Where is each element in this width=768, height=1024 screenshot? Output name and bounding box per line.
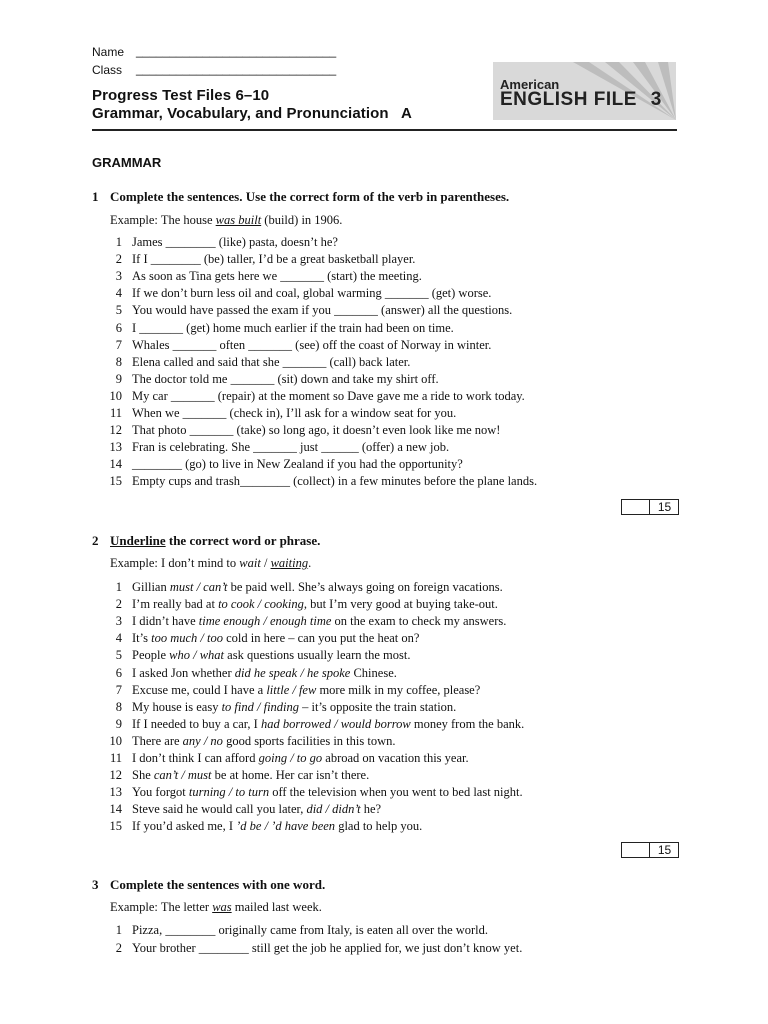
list-item [98, 614, 506, 629]
version-letter: A [400, 105, 412, 122]
item-number: 2 [115, 252, 122, 267]
item-text: off the television when you went to bed last night. [269, 785, 523, 800]
item-text: Your brother ________ still get the job he applied for, we just don’t know yet. [132, 940, 523, 955]
list-item [98, 700, 456, 715]
item-text: be paid well. She’s always going on foreign vacations. [227, 580, 503, 594]
item-text: It’s [132, 631, 152, 646]
item-text: She [132, 768, 154, 783]
list-item [98, 785, 523, 800]
item-text: James ________ (like) pasta, doesn’t he? [132, 235, 338, 249]
list-item [98, 457, 463, 472]
item-options[interactable]: to cook / cooking [218, 597, 304, 612]
item-text: My house is easy [132, 699, 222, 714]
list-item [98, 338, 491, 353]
section-heading: GRAMMAR [92, 155, 162, 170]
item-number: 14 [109, 802, 122, 817]
example-label: Example: [110, 213, 158, 227]
list-item [98, 768, 369, 783]
item-text: I’m really bad at [132, 597, 219, 612]
list-item [98, 648, 410, 663]
list-item [98, 666, 397, 681]
item-text: I asked Jon whether [132, 665, 235, 680]
q1-number: 1 [92, 189, 99, 204]
list-item [98, 474, 537, 489]
list-item [98, 819, 422, 834]
item-options[interactable]: going / to go [258, 751, 323, 765]
item-number: 2 [115, 597, 122, 612]
item-text: Gillian [132, 580, 170, 594]
item-number: 13 [109, 440, 122, 455]
name-label: Name [92, 45, 125, 59]
item-options[interactable]: had borrowed / would borrow [260, 716, 411, 731]
item-number: 5 [115, 648, 122, 663]
list-item [98, 252, 415, 267]
item-number: 1 [115, 923, 122, 937]
list-item [98, 372, 439, 387]
list-item [98, 406, 456, 421]
item-text: As soon as Tina gets here we _______ (start) the meeting. [132, 269, 422, 284]
item-number: 15 [109, 474, 122, 489]
q1-instruction: Complete the sentences. Use the correct form of the verb in parentheses. [110, 189, 510, 204]
item-number: 6 [115, 320, 122, 335]
example-separator: / [263, 556, 268, 570]
item-text: Chinese. [350, 665, 397, 680]
item-number: 9 [115, 371, 122, 386]
example-text: The letter [160, 900, 210, 914]
list-item [98, 751, 469, 766]
item-text: Pizza, ________ originally came from Italy, is eaten all over the world. [132, 923, 489, 937]
item-text: be at home. Her car isn’t there. [211, 768, 370, 783]
list-item [98, 355, 410, 370]
item-options[interactable]: little / few [266, 682, 317, 697]
item-options[interactable]: did he speak / he spoke [234, 665, 351, 680]
class-field[interactable]: ______________________________ [136, 62, 337, 76]
example-label: Example: [110, 556, 158, 570]
item-text: That photo _______ (take) so long ago, it doesn’t even look like me now! [132, 423, 501, 438]
item-number: 6 [115, 665, 122, 680]
item-options[interactable]: who / what [169, 648, 225, 663]
subtitle-text: Grammar, Vocabulary, and Pronunciation [92, 105, 389, 122]
q3-instruction: Complete the sentences with one word. [110, 877, 326, 892]
item-text: Elena called and said that she _______ (call) back later. [132, 354, 411, 369]
item-text: You forgot [132, 785, 189, 800]
item-text: My car _______ (repair) at the moment so Dave gave me a ride to work today. [132, 388, 525, 403]
item-number: 7 [115, 337, 122, 352]
item-text: Empty cups and trash________ (collect) in a few minutes before the plane lands. [132, 474, 538, 489]
item-number: 8 [115, 354, 122, 369]
list-item [98, 734, 396, 749]
q2-score-total: 15 [649, 843, 679, 857]
logo-level: 3 [650, 89, 662, 110]
example-answer: was built [215, 213, 262, 227]
item-text: cold in here – can you put the heat on? [222, 631, 420, 646]
item-text: more milk in my coffee, please? [316, 682, 481, 697]
item-text: Fran is celebrating. She _______ just ______ (offer) a new job. [132, 440, 450, 455]
item-options[interactable]: ’d be / ’d have been [236, 819, 336, 834]
list-item [98, 286, 491, 301]
item-text: on the exam to check my answers. [331, 614, 507, 629]
item-number: 10 [109, 388, 122, 403]
item-options[interactable]: must / can’t [169, 580, 228, 594]
item-options[interactable]: any / no [182, 733, 223, 748]
q3-example [110, 900, 322, 915]
list-item [98, 269, 422, 284]
q1-heading [92, 189, 509, 205]
item-number: 15 [109, 819, 122, 834]
item-options[interactable]: did / didn’t [306, 802, 361, 817]
header-rule [92, 129, 677, 131]
item-number: 8 [115, 699, 122, 714]
example-text: (build) in 1906. [264, 213, 343, 227]
item-text: ________ (go) to live in New Zealand if you had the opportunity? [132, 457, 463, 472]
q2-heading [92, 533, 320, 549]
item-text: money from the bank. [410, 716, 525, 731]
item-number: 2 [115, 940, 122, 955]
example-text: . [308, 556, 312, 570]
item-text: If I ________ (be) taller, I’d be a great basketball player. [132, 252, 416, 267]
class-label: Class [92, 63, 123, 77]
list-item [98, 389, 525, 404]
item-text: You would have passed the exam if you _______ (answer) all the questions. [132, 303, 513, 318]
item-text: People [132, 648, 170, 663]
item-text: – it’s opposite the train station. [299, 699, 457, 714]
item-text: When we _______ (check in), I’ll ask for a window seat for you. [132, 406, 457, 420]
q3-number: 3 [92, 877, 99, 892]
list-item [98, 941, 522, 956]
example-answer: was [212, 900, 232, 914]
example-label: Example: [110, 900, 158, 914]
item-number: 12 [109, 423, 122, 438]
q2-score-box[interactable] [621, 842, 679, 858]
list-item [98, 303, 512, 318]
item-text: I _______ (get) home much earlier if the train had been on time. [132, 320, 454, 335]
item-options[interactable]: can’t / must [153, 768, 212, 783]
item-number: 3 [115, 269, 122, 284]
item-number: 1 [115, 235, 122, 249]
q1-score-box[interactable] [621, 499, 679, 515]
item-text: Steve said he would call you later, [132, 802, 307, 817]
q2-number: 2 [92, 533, 99, 548]
item-number: 11 [109, 406, 122, 420]
example-text: mailed last week. [234, 900, 322, 914]
page-subtitle [92, 105, 412, 122]
item-text: glad to help you. [335, 819, 423, 834]
item-text: There are [132, 733, 183, 748]
list-item [98, 580, 503, 595]
list-item [98, 321, 454, 336]
item-text: If you’d asked me, I [132, 819, 237, 834]
q1-score-total: 15 [649, 500, 679, 514]
item-number: 11 [109, 751, 122, 765]
item-number: 1 [115, 580, 122, 594]
q2-instruction: the correct word or phrase. [165, 533, 321, 548]
q2-example [110, 556, 311, 571]
item-text: I didn’t have [132, 614, 199, 629]
page-title: Progress Test Files 6–10 [92, 87, 270, 104]
logo-title: ENGLISH FILE [500, 89, 637, 110]
english-file-logo [493, 62, 676, 120]
list-item [98, 717, 524, 732]
item-text: If I needed to buy a car, I [132, 716, 261, 731]
list-item [98, 440, 449, 455]
list-item [98, 923, 488, 938]
item-text: abroad on vacation this year. [322, 751, 469, 765]
item-text: Excuse me, could I have a [132, 682, 267, 697]
item-text: he? [360, 802, 382, 817]
item-number: 4 [115, 631, 122, 646]
item-text: , but I’m very good at buying take-out. [303, 597, 498, 612]
item-number: 3 [115, 614, 122, 629]
list-item [98, 631, 419, 646]
item-number: 13 [109, 785, 122, 800]
list-item [98, 597, 498, 612]
example-text: The house [160, 213, 213, 227]
list-item [98, 802, 381, 817]
item-text: I don’t think I can afford [132, 751, 259, 765]
q1-example [110, 213, 342, 228]
item-options[interactable]: to find / finding [221, 699, 300, 714]
item-number: 5 [115, 303, 122, 318]
q3-heading [92, 877, 325, 893]
q2-instruction-underline: Underline [110, 533, 166, 548]
example-answer: waiting [270, 556, 309, 570]
example-text: I don’t mind to [161, 556, 237, 570]
logo-bottom-text [500, 89, 662, 111]
item-number: 7 [115, 682, 122, 697]
item-text: The doctor told me _______ (sit) down and take my shirt off. [132, 371, 439, 386]
item-number: 14 [109, 457, 122, 472]
item-text: good sports facilities in this town. [222, 733, 396, 748]
list-item [98, 235, 338, 250]
item-number: 10 [109, 733, 122, 748]
item-options[interactable]: time enough / enough time [198, 614, 332, 629]
item-text: Whales _______ often _______ (see) off the coast of Norway in winter. [132, 337, 492, 352]
logo-top-text: American [500, 77, 560, 92]
list-item [98, 683, 480, 698]
example-option: wait [239, 556, 261, 570]
name-field[interactable]: ______________________________ [136, 44, 337, 58]
list-item [98, 423, 500, 438]
item-options[interactable]: too much / too [151, 631, 223, 646]
item-number: 4 [115, 286, 122, 301]
item-text: ask questions usually learn the most. [224, 648, 411, 663]
item-options[interactable]: turning / to turn [188, 785, 270, 800]
item-text: If we don’t burn less oil and coal, global warming _______ (get) worse. [132, 286, 492, 301]
item-number: 12 [109, 768, 122, 783]
item-number: 9 [115, 716, 122, 731]
